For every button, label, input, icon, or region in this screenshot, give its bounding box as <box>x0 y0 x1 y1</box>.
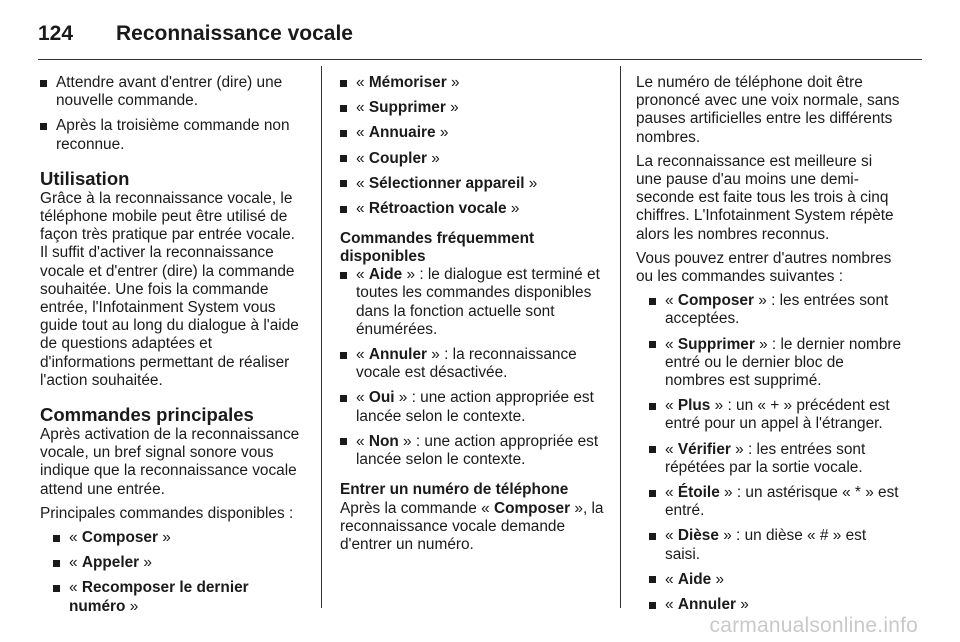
command-description: : le dialogue est terminé et toutes les commandes disponibles dans la fonction actuelle sont énumérées. <box>356 266 600 338</box>
section-heading: Commandes principales <box>40 404 254 426</box>
command-name: Annuler <box>368 346 427 364</box>
command-name: Annuler <box>677 596 736 614</box>
command-description: : un « + » précédent est entré pour un appel à l'étranger. <box>665 397 890 433</box>
list-item: « Supprimer » <box>340 99 606 117</box>
command-name: Supprimer <box>368 99 446 117</box>
command-name: Aide <box>368 266 403 284</box>
command-list <box>340 74 606 218</box>
page-number: 124 <box>38 22 74 45</box>
command-description: : un astérisque « * » est entré. <box>665 484 899 520</box>
header-divider <box>38 59 922 60</box>
command-name: Rétroaction vocale <box>368 200 507 218</box>
command-name: Annuaire <box>368 124 436 142</box>
command-name: Non <box>368 432 399 450</box>
paragraph: Vous pouvez entrer d'autres nombres ou les commandes suivantes : <box>636 249 892 286</box>
list-item: « Vérifier » : les entrées sont répétées par la sortie vocale. <box>649 441 902 477</box>
list-item: « Composer » <box>53 529 302 547</box>
paragraph: La reconnaissance est meilleure si une pause d'au moins une demi-seconde est faite tous les trois à cinq chiffres. L'Infotainment System répète alors les nombres reconnus. <box>636 152 894 243</box>
command-description: : une action appropriée est lancée selon le contexte. <box>356 432 599 469</box>
command-name: Coupler <box>368 149 427 167</box>
list-item: « Aide » <box>649 571 902 589</box>
list-item: « Dièse » : un dièse « # » est saisi. <box>649 527 902 563</box>
column-divider <box>321 66 322 608</box>
column-2 <box>340 74 606 560</box>
list-item: « Non » : une action appropriée est lancée selon le contexte. <box>340 433 606 469</box>
paragraph: Grâce à la reconnaissance vocale, le téléphone mobile peut être utilisé de façon très pratique par entrée vocale. Il suffit d'activer la reconnaissance vocale et d'entrer (dire) la commande souhaitée. Une fois la commande entrée, l'Infotainment System vous guide tout au long du dialogue à l'aide de questions adaptées et d'informations permettant de réaliser l'action souhaitée. <box>40 189 299 389</box>
page-header <box>38 14 922 54</box>
list-item: « Oui » : une action appropriée est lancée selon le contexte. <box>340 389 606 425</box>
page-title: Reconnaissance vocale <box>116 22 353 45</box>
list-item: « Composer » : les entrées sont acceptées. <box>649 292 902 328</box>
command-name: Oui <box>368 389 395 407</box>
list-item: « Sélectionner appareil » <box>340 175 606 193</box>
list-item: « Annuaire » <box>340 124 606 142</box>
command-list <box>40 529 302 616</box>
command-name: Recomposer le dernier numéro <box>69 579 249 615</box>
list-item: Attendre avant d'entrer (dire) une nouvelle commande. <box>40 74 302 110</box>
list-item: « Rétroaction vocale » <box>340 200 606 218</box>
paragraph: Après activation de la reconnaissance vocale, un bref signal sonore vous indique que la reconnaissance vocale attend une entrée. <box>40 426 300 498</box>
command-name: Mémoriser <box>368 74 447 91</box>
list-item: « Annuler » <box>649 596 902 614</box>
command-name: Dièse <box>677 527 719 545</box>
command-name: Supprimer <box>677 335 755 353</box>
command-name: Vérifier <box>677 440 731 458</box>
command-name: Aide <box>677 570 712 588</box>
list-item: « Aide » : le dialogue est terminé et toutes les commandes disponibles dans la fonction actuelle sont énumérées. <box>340 266 606 339</box>
bullet-list-intro <box>40 74 302 154</box>
list-item: « Coupler » <box>340 150 606 168</box>
list-item: « Mémoriser » <box>340 74 606 92</box>
list-item: « Recomposer le dernier numéro » <box>53 579 302 615</box>
paragraph: Le numéro de téléphone doit être prononcé avec une voix normale, sans pauses artificielles entre les différents nombres. <box>636 74 900 146</box>
command-description: : le dernier nombre entré ou le dernier bloc de nombres est supprimé. <box>665 335 902 390</box>
command-name: Composer <box>677 292 754 310</box>
column-1 <box>40 74 302 623</box>
subsection-heading: Commandes fréquemment disponibles <box>340 230 535 265</box>
list-item: « Supprimer » : le dernier nombre entré ou le dernier bloc de nombres est supprimé. <box>649 336 902 391</box>
column-divider <box>620 66 621 608</box>
command-name: Sélectionner appareil <box>368 174 525 192</box>
command-name: Composer <box>493 499 571 517</box>
command-description: : un dièse « # » est saisi. <box>665 527 867 563</box>
paragraph: Principales commandes disponibles : <box>40 504 294 522</box>
command-description: : une action appropriée est lancée selon le contexte. <box>356 389 594 425</box>
list-item: « Plus » : un « + » précédent est entré pour un appel à l'étranger. <box>649 397 902 433</box>
command-name: Plus <box>677 397 711 415</box>
command-description: : la reconnaissance vocale est désactivée. <box>356 346 577 382</box>
command-name: Composer <box>81 529 158 547</box>
frequent-command-list <box>340 266 606 469</box>
command-name: Étoile <box>677 484 720 502</box>
paragraph: Après la commande « Composer », la reconnaissance vocale demande d'entrer un numéro. <box>340 499 604 554</box>
watermark: carmanualsonline.info <box>709 614 918 637</box>
list-item: « Appeler » <box>53 554 302 572</box>
command-name: Appeler <box>81 554 140 572</box>
command-description: : les entrées sont acceptées. <box>665 292 889 328</box>
list-item: « Étoile » : un astérisque « * » est entré. <box>649 484 902 520</box>
command-description: : les entrées sont répétées par la sortie vocale. <box>665 440 866 476</box>
number-command-list <box>636 292 902 614</box>
list-item: « Annuler » : la reconnaissance vocale est désactivée. <box>340 346 606 382</box>
subsection-heading: Entrer un numéro de téléphone <box>340 481 569 499</box>
list-item: Après la troisième commande non reconnue. <box>40 117 302 153</box>
column-3 <box>636 74 902 621</box>
section-heading: Utilisation <box>40 167 130 189</box>
